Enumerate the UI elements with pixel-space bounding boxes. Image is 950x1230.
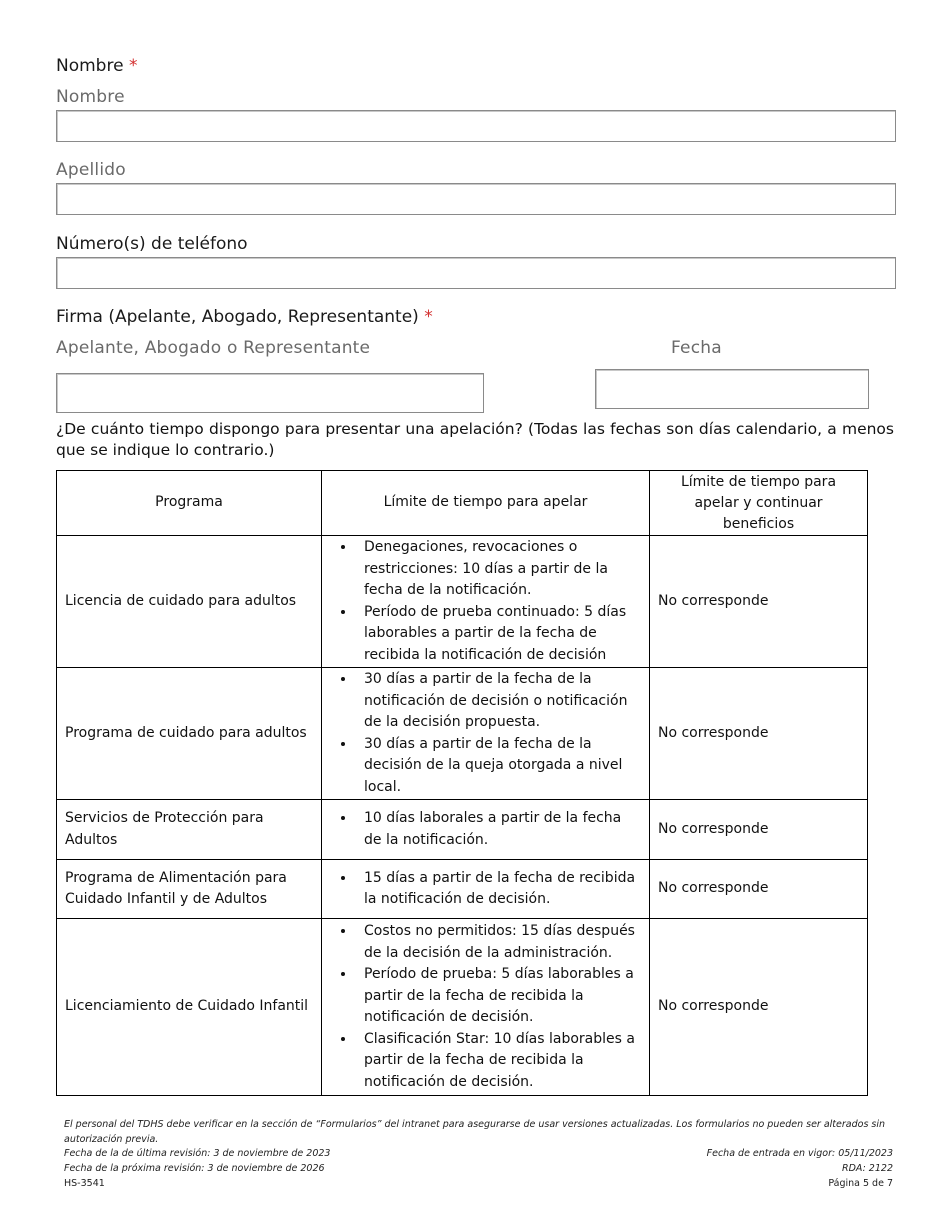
program-cell: Licenciamiento de Cuidado Infantil — [57, 919, 322, 1096]
date-input[interactable] — [595, 369, 869, 409]
appeal-time-question: ¿De cuánto tiempo dispongo para presentar una apelación? (Todas las fechas son días calendario, a menos que se indique lo contrario.) — [56, 420, 894, 459]
continue-cell: No corresponde — [650, 536, 868, 668]
limit-item: • Período de prueba: 5 días laborables a partir de la fecha de recibida la notificación de decisión. — [356, 964, 641, 1029]
program-cell: Licencia de cuidado para adultos — [57, 536, 322, 668]
signature-label: Firma (Apelante, Abogado, Representante) * — [56, 307, 433, 327]
table-row — [57, 668, 868, 800]
limit-cell — [322, 668, 650, 800]
table-row — [57, 536, 868, 668]
limit-item: • 30 días a partir de la fecha de la decisión de la queja otorgada a nivel local. — [356, 734, 641, 799]
footer-notice: El personal del TDHS debe verificar en la sección de “Formularios” del intranet para asegurarse de usar versiones actualizadas. Los formularios no pueden ser alterados sin autorización previa. — [64, 1119, 886, 1145]
limit-item: • Período de prueba continuado: 5 días laborables a partir de la fecha de recibida la notificación de decisión — [356, 602, 641, 667]
name-label: Nombre * — [56, 56, 138, 76]
continue-cell: No corresponde — [650, 800, 868, 860]
table-header-row — [57, 471, 868, 536]
limit-item: • 30 días a partir de la fecha de la notificación de decisión o notificación de la decisión propuesta. — [356, 669, 641, 734]
first-name-label: Nombre — [56, 87, 125, 107]
required-mark: * — [128, 56, 138, 76]
limit-cell — [322, 536, 650, 668]
program-cell: Programa de Alimentación para Cuidado Infantil y de Adultos — [57, 860, 322, 919]
header-continue-limit: Límite de tiempo para apelar y continuar beneficios — [650, 471, 868, 536]
program-cell: Programa de cuidado para adultos — [57, 668, 322, 800]
first-name-input[interactable] — [56, 110, 896, 142]
signature-input[interactable] — [56, 373, 484, 413]
program-cell: Servicios de Protección para Adultos — [57, 800, 322, 860]
signer-label: Apelante, Abogado o Representante — [56, 338, 371, 358]
limit-item: • Clasificación Star: 10 días laborables a partir de la fecha de recibida la notificación de decisión. — [356, 1029, 641, 1094]
footer-last-revision: Fecha de la de última revisión: 3 de noviembre de 2023 — [64, 1148, 331, 1159]
footer-next-revision: Fecha de la próxima revisión: 3 de noviembre de 2026 — [64, 1163, 325, 1174]
limit-item: • Costos no permitidos: 15 días después de la decisión de la administración. — [356, 921, 641, 964]
table-row — [57, 800, 868, 860]
header-appeal-limit: Límite de tiempo para apelar — [322, 471, 650, 536]
table-row — [57, 919, 868, 1096]
continue-cell: No corresponde — [650, 860, 868, 919]
footer-rda: RDA: 2122 — [842, 1163, 893, 1174]
continue-cell: No corresponde — [650, 668, 868, 800]
limit-cell — [322, 800, 650, 860]
date-label: Fecha — [671, 338, 722, 358]
limit-item: • 15 días a partir de la fecha de recibida la notificación de decisión. — [356, 868, 641, 911]
header-program: Programa — [57, 471, 322, 536]
phone-input[interactable] — [56, 257, 896, 289]
limit-cell — [322, 919, 650, 1096]
table-row — [57, 860, 868, 919]
required-mark: * — [424, 307, 433, 327]
limit-cell — [322, 860, 650, 919]
last-name-input[interactable] — [56, 183, 896, 215]
footer-form-number: HS-3541 — [64, 1178, 105, 1189]
continue-cell: No corresponde — [650, 919, 868, 1096]
phone-label: Número(s) de teléfono — [56, 234, 248, 254]
limit-item: • 10 días laborales a partir de la fecha de la notificación. — [356, 808, 641, 851]
footer-effective-date: Fecha de entrada en vigor: 05/11/2023 — [706, 1148, 893, 1159]
last-name-label: Apellido — [56, 160, 126, 180]
appeal-deadlines-table — [56, 470, 868, 1096]
limit-item: • Denegaciones, revocaciones o restricciones: 10 días a partir de la fecha de la notificación. — [356, 537, 641, 602]
footer-page-number: Página 5 de 7 — [828, 1178, 893, 1189]
